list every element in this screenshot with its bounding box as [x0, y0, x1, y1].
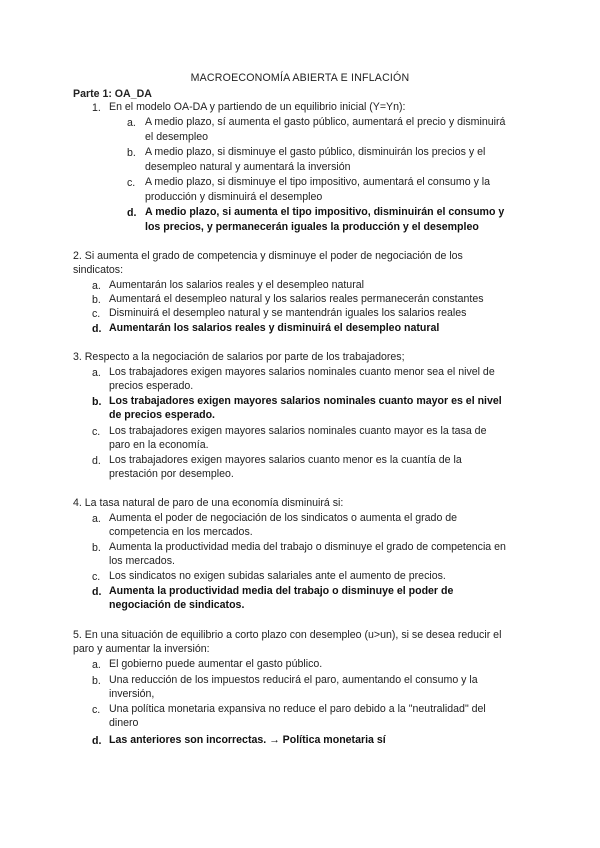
option-marker: d. — [127, 207, 137, 219]
option-marker: c. — [92, 308, 101, 320]
option-c: Los sindicatos no exigen subidas salariales ante el aumento de precios. — [109, 570, 446, 582]
option-b-line-2: desempleo natural y aumentará la inversión — [145, 161, 351, 173]
option-marker: d. — [92, 586, 102, 598]
option-marker: d. — [92, 735, 102, 747]
question-text: 4. La tasa natural de paro de una economía disminuirá si: — [73, 497, 344, 509]
option-b-line-1: Aumenta la productividad media del trabajo o disminuye el grado de competencia en — [109, 541, 506, 553]
option-c-line-2: dinero — [109, 717, 139, 729]
option-a: El gobierno puede aumentar el gasto público. — [109, 658, 323, 670]
question-text-line-1: 2. Si aumenta el grado de competencia y disminuye el poder de negociación de los — [73, 250, 463, 262]
option-a-line-1: Aumenta el poder de negociación de los sindicatos o aumenta el grado de — [109, 512, 458, 524]
option-d-line-2: los precios, y permanecerán iguales la producción y el desempleo — [145, 221, 479, 233]
option-d-line-1: Aumenta la productividad media del trabajo o disminuye el poder de — [109, 585, 454, 597]
option-a-line-1: A medio plazo, sí aumenta el gasto público, aumentará el precio y disminuirá — [145, 116, 506, 128]
option-marker: b. — [127, 147, 136, 159]
option-b-line-1: Los trabajadores exigen mayores salarios nominales cuanto mayor es el nivel — [109, 395, 502, 407]
option-marker: c. — [127, 177, 136, 189]
option-marker: a. — [92, 367, 101, 379]
option-marker: a. — [92, 513, 101, 525]
option-d-line-1: Los trabajadores exigen mayores salarios cuanto menor es la cuantía de la — [109, 454, 462, 466]
option-marker: a. — [127, 117, 136, 129]
option-marker: b. — [92, 396, 102, 408]
option-c-line-2: producción y disminuirá el desempleo — [145, 191, 323, 203]
option-a-line-1: Los trabajadores exigen mayores salarios nominales cuanto menor sea el nivel de — [109, 366, 495, 378]
option-marker: c. — [92, 571, 101, 583]
option-d-line-2: prestación por desempleo. — [109, 468, 234, 480]
option-c: Disminuirá el desempleo natural y se mantendrán iguales los salarios reales — [109, 307, 467, 319]
option-c-line-1: Los trabajadores exigen mayores salarios nominales cuanto mayor es la tasa de — [109, 425, 487, 437]
option-b-line-1: Una reducción de los impuestos reducirá el paro, aumentando el consumo y la — [109, 674, 478, 686]
option-d: Aumentarán los salarios reales y disminuirá el desempleo natural — [109, 322, 440, 334]
option-marker: d. — [92, 455, 101, 467]
option-b-line-2: inversión, — [109, 688, 155, 700]
option-d-line-2: negociación de sindicatos. — [109, 599, 245, 611]
question-text-line-2: paro y aumentar la inversión: — [73, 643, 210, 655]
option-marker: c. — [92, 426, 101, 438]
option-b-line-2: los mercados. — [109, 555, 175, 567]
option-marker: a. — [92, 659, 101, 671]
question-text: 3. Respecto a la negociación de salarios por parte de los trabajadores; — [73, 351, 405, 363]
option-c-line-2: paro en la economía. — [109, 439, 209, 451]
option-c-line-1: A medio plazo, si disminuye el tipo impositivo, aumentará el consumo y la — [145, 176, 491, 188]
question-text: En el modelo OA-DA y partiendo de un equilibrio inicial (Y=Yn): — [109, 101, 406, 113]
option-a-line-2: precios esperado. — [109, 380, 194, 392]
option-a: Aumentarán los salarios reales y el desempleo natural — [109, 279, 364, 291]
option-a-line-2: competencia en los mercados. — [109, 526, 253, 538]
document-title: MACROECONOMÍA ABIERTA E INFLACIÓN — [190, 72, 410, 84]
option-marker: b. — [92, 294, 101, 306]
question-number: 1. — [92, 102, 101, 114]
option-b-line-1: A medio plazo, si disminuye el gasto público, disminuirán los precios y el — [145, 146, 486, 158]
part-heading: Parte 1: OA_DA — [73, 88, 152, 100]
option-c-line-1: Una política monetaria expansiva no reduce el paro debido a la "neutralidad" del — [109, 703, 486, 715]
question-text-line-1: 5. En una situación de equilibrio a corto plazo con desempleo (u>un), si se desea reducir el — [73, 629, 502, 641]
option-d: Las anteriores son incorrectas. → Política monetaria sí — [109, 734, 386, 746]
option-a-line-2: el desempleo — [145, 131, 209, 143]
option-marker: b. — [92, 675, 101, 687]
option-b: Aumentará el desempleo natural y los salarios reales permanecerán constantes — [109, 293, 484, 305]
option-marker: c. — [92, 704, 101, 716]
option-marker: d. — [92, 323, 102, 335]
option-marker: a. — [92, 280, 101, 292]
option-marker: b. — [92, 542, 101, 554]
question-text-line-2: sindicatos: — [73, 264, 124, 276]
option-d-line-1: A medio plazo, si aumenta el tipo impositivo, disminuirán el consumo y — [145, 206, 505, 218]
option-b-line-2: de precios esperado. — [109, 409, 215, 421]
